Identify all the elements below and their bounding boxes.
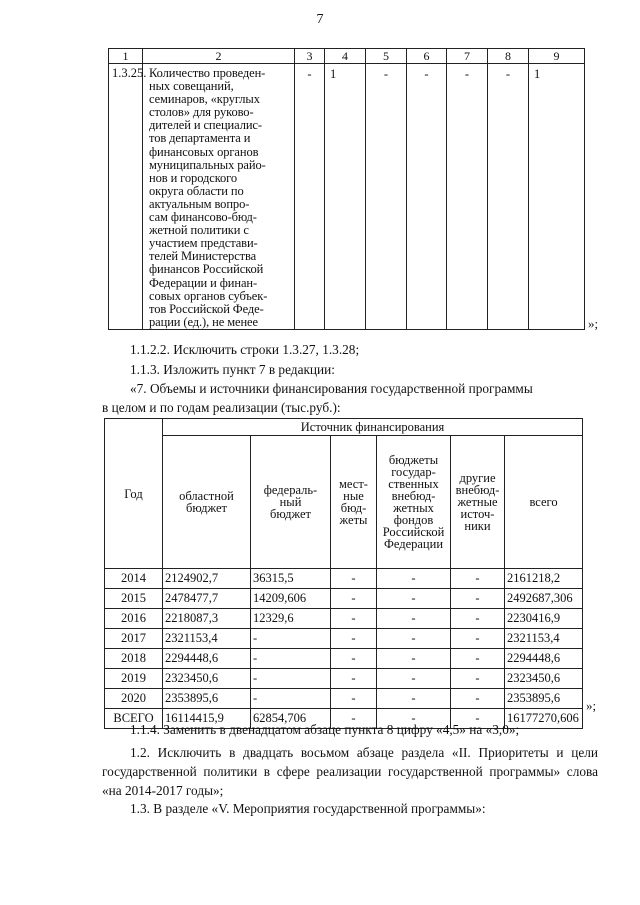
- financing-cell-other: -: [451, 589, 505, 609]
- financing-cell-local: -: [331, 689, 377, 709]
- financing-row: [105, 689, 583, 709]
- row-description: [143, 64, 295, 330]
- description-line: совых органов субъек-: [149, 288, 268, 303]
- paragraph-7-line-a: «7. Объемы и источники финансирования государственной программы: [130, 381, 533, 396]
- financing-cell-total: 2321153,4: [505, 629, 583, 649]
- column-header-line: Российской: [382, 525, 445, 539]
- column-header-line: всего: [529, 495, 558, 509]
- financing-cell-local: -: [331, 669, 377, 689]
- indicator-value: -: [407, 64, 447, 330]
- financing-cell-total: 16177270,606: [505, 709, 583, 729]
- indicator-column-number: 9: [529, 49, 585, 64]
- financing-cell-regional: 16114415,9: [163, 709, 251, 729]
- financing-cell-other: -: [451, 709, 505, 729]
- paragraph-1-3: 1.3. В разделе «V. Мероприятия государственной программы»:: [130, 801, 486, 816]
- column-header-line: ственных: [388, 477, 439, 491]
- financing-cell-regional: 2218087,3: [163, 609, 251, 629]
- page-number: 7: [316, 12, 324, 27]
- financing-cell-local: -: [331, 609, 377, 629]
- financing-column-header: [451, 436, 505, 569]
- financing-cell-year: 2017: [105, 629, 163, 649]
- financing-cell-total: 2161218,2: [505, 569, 583, 589]
- description-line: столов» для руково-: [149, 105, 254, 120]
- indicator-value: -: [488, 64, 529, 330]
- financing-table: [104, 418, 583, 729]
- financing-column-header: [377, 436, 451, 569]
- column-header-line: ный: [279, 495, 302, 509]
- paragraph-7-line-b: в целом и по годам реализации (тыс.руб.):: [102, 400, 341, 415]
- financing-cell-year: 2019: [105, 669, 163, 689]
- description-line: семинаров, «круглых: [149, 92, 260, 107]
- financing-cell-funds: -: [377, 609, 451, 629]
- indicator-value: -: [447, 64, 488, 330]
- column-header-line: бюджеты: [388, 453, 439, 467]
- financing-column-header: [251, 436, 331, 569]
- description-line: актуальным вопро-: [149, 196, 250, 211]
- column-header-line: бюд-: [340, 501, 367, 515]
- financing-cell-total: 2353895,6: [505, 689, 583, 709]
- indicator-column-number: 1: [109, 49, 143, 64]
- financing-cell-federal: 12329,6: [251, 609, 331, 629]
- column-header-line: фондов: [393, 513, 434, 527]
- column-header-line: мест-: [339, 477, 368, 491]
- financing-cell-year: 2014: [105, 569, 163, 589]
- financing-cell-regional: 2478477,7: [163, 589, 251, 609]
- financing-cell-local: -: [331, 649, 377, 669]
- column-header-line: Федерации: [383, 537, 444, 551]
- financing-cell-regional: 2353895,6: [163, 689, 251, 709]
- financing-column-header: [331, 436, 377, 569]
- indicator-table: [108, 48, 585, 330]
- financing-cell-regional: 2294448,6: [163, 649, 251, 669]
- column-header-line: федераль-: [263, 483, 318, 497]
- description-line: округа области по: [149, 183, 244, 198]
- financing-row: [105, 569, 583, 589]
- financing-cell-other: -: [451, 669, 505, 689]
- financing-cell-federal: 36315,5: [251, 569, 331, 589]
- financing-row: [105, 629, 583, 649]
- paragraph-1-2: 1.2. Исключить в двадцать восьмом абзаце раздела «II. Приоритеты и цели государственной политики в сфере реализации государственной программы» слова «на 2014-2017 годы»;: [102, 745, 598, 798]
- column-header-line: бюджет: [186, 501, 227, 515]
- description-line: Количество проведен-: [149, 66, 266, 80]
- description-line: финансовых органов: [149, 144, 259, 159]
- closing-quote-1: »;: [588, 316, 599, 331]
- paragraph-1-1-3: 1.1.3. Изложить пункт 7 в редакции:: [130, 362, 335, 377]
- financing-cell-local: -: [331, 589, 377, 609]
- financing-cell-year: ВСЕГО: [105, 709, 163, 729]
- financing-cell-year: 2020: [105, 689, 163, 709]
- indicator-column-number: 5: [366, 49, 407, 64]
- financing-cell-total: 2230416,9: [505, 609, 583, 629]
- financing-cell-total: 2323450,6: [505, 669, 583, 689]
- column-header-line: источ-: [460, 507, 495, 521]
- indicator-table-header-row: [109, 49, 585, 64]
- column-header-line: ные: [343, 489, 364, 503]
- column-header-line: жеты: [339, 513, 368, 527]
- description-line: телей Министерства: [149, 249, 257, 264]
- financing-cell-funds: -: [377, 569, 451, 589]
- indicator-column-number: 8: [488, 49, 529, 64]
- financing-cell-federal: -: [251, 629, 331, 649]
- indicator-column-number: 2: [143, 49, 295, 64]
- description-line: сам финансово-бюд-: [149, 210, 257, 225]
- financing-column-headers: [105, 436, 583, 569]
- description-line: муниципальных райо-: [149, 157, 266, 172]
- financing-cell-regional: 2124902,7: [163, 569, 251, 589]
- financing-cell-federal: -: [251, 649, 331, 669]
- financing-cell-regional: 2321153,4: [163, 629, 251, 649]
- indicator-value: 1: [529, 64, 585, 330]
- column-header-line: бюджет: [270, 507, 311, 521]
- closing-quote-2: »;: [586, 698, 597, 713]
- description-line: Федерации и финан-: [149, 275, 258, 290]
- financing-cell-other: -: [451, 629, 505, 649]
- column-header-line: внебюд-: [391, 489, 436, 503]
- indicator-table-row: [109, 64, 585, 330]
- financing-cell-funds: -: [377, 709, 451, 729]
- column-header-line: ники: [464, 519, 491, 533]
- paragraph-1-1-2-2: 1.1.2.2. Исключить строки 1.3.27, 1.3.28;: [130, 342, 360, 357]
- indicator-column-number: 4: [325, 49, 366, 64]
- indicator-column-number: 3: [295, 49, 325, 64]
- financing-cell-year: 2015: [105, 589, 163, 609]
- financing-cell-federal: 62854,706: [251, 709, 331, 729]
- column-header-line: внебюд-: [455, 483, 500, 497]
- indicator-column-number: 7: [447, 49, 488, 64]
- financing-table-body: [105, 569, 583, 729]
- financing-row: [105, 609, 583, 629]
- financing-row: [105, 649, 583, 669]
- description-line: ных совещаний,: [149, 79, 234, 94]
- financing-cell-funds: -: [377, 649, 451, 669]
- column-header-line: государ-: [391, 465, 436, 479]
- column-header-line: жетные: [457, 495, 498, 509]
- financing-cell-federal: 14209,606: [251, 589, 331, 609]
- indicator-column-number: 6: [407, 49, 447, 64]
- financing-cell-year: 2016: [105, 609, 163, 629]
- financing-column-header: [163, 436, 251, 569]
- financing-cell-regional: 2323450,6: [163, 669, 251, 689]
- description-line: нов и городского: [149, 170, 238, 185]
- financing-cell-local: -: [331, 569, 377, 589]
- financing-cell-total: 2492687,306: [505, 589, 583, 609]
- financing-cell-other: -: [451, 649, 505, 669]
- row-number: 1.3.25.: [109, 64, 143, 330]
- description-line: тов департамента и: [149, 131, 251, 146]
- year-header: Год: [105, 419, 163, 569]
- description-line: участием представи-: [149, 236, 258, 251]
- indicator-value: -: [366, 64, 407, 330]
- financing-cell-other: -: [451, 569, 505, 589]
- source-header: Источник финансирования: [163, 419, 583, 436]
- indicator-value: 1: [325, 64, 366, 330]
- financing-column-header: [505, 436, 583, 569]
- description-line: финансов Российской: [149, 262, 264, 277]
- financing-cell-federal: -: [251, 689, 331, 709]
- financing-cell-local: -: [331, 709, 377, 729]
- financing-cell-other: -: [451, 609, 505, 629]
- column-header-line: жетных: [393, 501, 434, 515]
- financing-cell-funds: -: [377, 689, 451, 709]
- financing-cell-funds: -: [377, 669, 451, 689]
- financing-cell-funds: -: [377, 589, 451, 609]
- indicator-value: -: [295, 64, 325, 330]
- column-header-line: другие: [459, 471, 496, 485]
- financing-cell-other: -: [451, 689, 505, 709]
- financing-cell-year: 2018: [105, 649, 163, 669]
- description-line: дителей и специалис-: [149, 118, 262, 133]
- financing-row: [105, 669, 583, 689]
- financing-cell-total: 2294448,6: [505, 649, 583, 669]
- financing-cell-local: -: [331, 629, 377, 649]
- description-line: тов Российской Феде-: [149, 301, 264, 316]
- description-line: жетной политики с: [149, 223, 249, 238]
- paragraph-1-1-4: 1.1.4. Заменить в двенадцатом абзаце пункта 8 цифру «4,5» на «3,0»;: [130, 722, 520, 737]
- financing-cell-funds: -: [377, 629, 451, 649]
- column-header-line: областной: [179, 489, 234, 503]
- financing-cell-federal: -: [251, 669, 331, 689]
- financing-row: [105, 589, 583, 609]
- description-line: рации (ед.), не менее: [149, 314, 258, 329]
